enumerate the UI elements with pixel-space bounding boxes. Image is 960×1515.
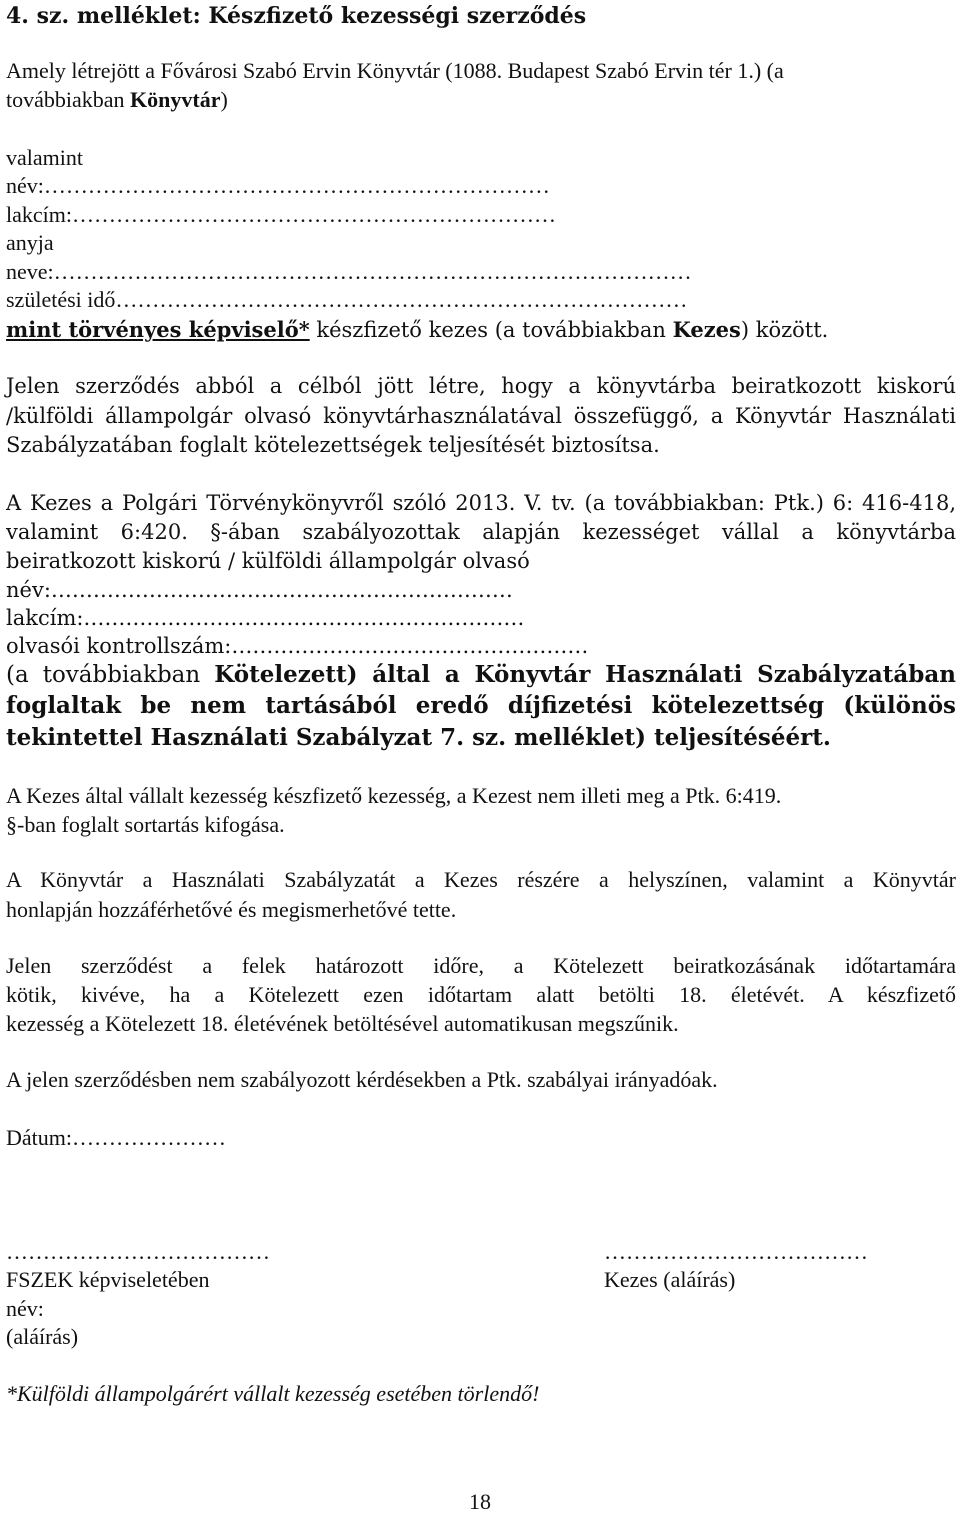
basis-line-2: valamint 6:420. §-ában szabályozottak alapján kezességet vállal a könyvtárba (6, 520, 956, 544)
capacity-end: ) között. (740, 318, 829, 342)
obligation-prefix: (a továbbiakban (6, 662, 215, 688)
kezes-signature-label: Kezes (aláírás) (604, 1267, 736, 1292)
obligation-line-1 (6, 661, 956, 689)
guarantor-valamint: valamint (6, 145, 83, 170)
term-line-1: Jelen szerződést a felek határozott időre, a Kötelezett beiratkozásának időtartamára (6, 953, 956, 978)
guarantor-capacity-line (6, 316, 956, 344)
purpose-line-2: /külföldi állampolgár olvasó könyvtárhasználatával összefüggő, a Könyvtár Használati (6, 404, 956, 428)
intro-line-2 (6, 86, 956, 114)
footnote: *Külföldi állampolgárért vállalt kezesség esetében törlendő! (6, 1381, 540, 1406)
signature-dots-right: ……………………………… (604, 1239, 868, 1264)
signature-label-row (6, 1266, 956, 1294)
kezes-term: Kezes (672, 317, 741, 342)
intro-close: ) (220, 87, 228, 112)
rules-line-2: honlapján hozzáférhetővé és megismerhetővé tette. (6, 897, 457, 922)
signature-dots-left: ……………………………… (6, 1239, 270, 1264)
signature-sign-label: (aláírás) (6, 1324, 79, 1349)
signature-name-label: név: (6, 1296, 44, 1321)
intro-line-1: Amely létrejött a Fővárosi Szabó Ervin Könyvtár (1088. Budapest Szabó Ervin tér 1.) (a (6, 58, 784, 83)
signature-dots-row (6, 1238, 956, 1266)
legal-representative-term: mint törvényes képviselő* (6, 317, 310, 342)
intro-library-term: Könyvtár (130, 87, 221, 112)
purpose-line-1: Jelen szerződés abból a célból jött létre, hogy a könyvtárba beiratkozott kiskorú (6, 374, 956, 398)
term-line-2: kötik, kivéve, ha a Kötelezett ezen időtartam alatt betölti 18. életévét. A készfizető (6, 982, 956, 1007)
obligation-bold-1: Kötelezett) által a Könyvtár Használati Szabályzatában (214, 661, 957, 688)
surety-line-2: §-ban foglalt sortartás kifogása. (6, 812, 285, 837)
date-field: Dátum:………………… (6, 1125, 226, 1150)
guarantor-birthdate-field: születési idő…………………………………………………………………… (6, 287, 688, 312)
guarantor-name-field: név:…………………………………………………………… (6, 173, 550, 198)
minor-name-field: név:………………………………………………………… (6, 578, 513, 602)
governing-law-line: A jelen szerződésben nem szabályozott kérdésekben a Ptk. szabályai irányadóak. (6, 1067, 718, 1092)
guarantor-address-field: lakcím:………………………………………………………… (6, 202, 556, 227)
page-number: 18 (469, 1489, 491, 1514)
basis-line-1: A Kezes a Polgári Törvénykönyvről szóló 2013. V. tv. (a továbbiakban: Ptk.) 6: 416-418, (6, 491, 956, 515)
basis-line-3: beiratkozott kiskorú / külföldi állampolgár olvasó (6, 549, 530, 573)
intro-prefix: továbbiakban (6, 87, 131, 112)
obligation-line-3: tekintettel Használati Szabályzat 7. sz. melléklet) teljesítéséért. (6, 724, 831, 751)
rules-line-1: A Könyvtár a Használati Szabályzatát a Kezes részére a helyszínen, valamint a Könyvtár (6, 867, 956, 892)
obligation-line-2: foglaltak be nem tartásából eredő díjfizetési kötelezettség (különös (6, 692, 956, 719)
reader-control-number-field: olvasói kontrollszám:…………………………………………… (6, 634, 589, 658)
surety-line-1: A Kezes által vállalt kezesség készfizető kezesség, a Kezest nem illeti meg a Ptk. 6:419. (6, 783, 782, 808)
guarantor-mother-label: anyja (6, 230, 54, 255)
document-heading: 4. sz. melléklet: Készfizető kezességi szerződés (6, 3, 587, 29)
capacity-text: készfizető kezes (a továbbiakban (309, 318, 673, 342)
purpose-line-3: Szabályzatában foglalt kötelezettségek teljesítését biztosítsa. (6, 433, 660, 457)
term-line-3: kezesség a Kötelezett 18. életévének betöltésével automatikusan megszűnik. (6, 1011, 679, 1036)
guarantor-mother-name-field: neve:…………………………………………………………………………… (6, 259, 692, 284)
fszek-representative-label: FSZEK képviseletében (6, 1267, 210, 1292)
minor-address-field: lakcím:……………………………………………………… (6, 606, 525, 630)
